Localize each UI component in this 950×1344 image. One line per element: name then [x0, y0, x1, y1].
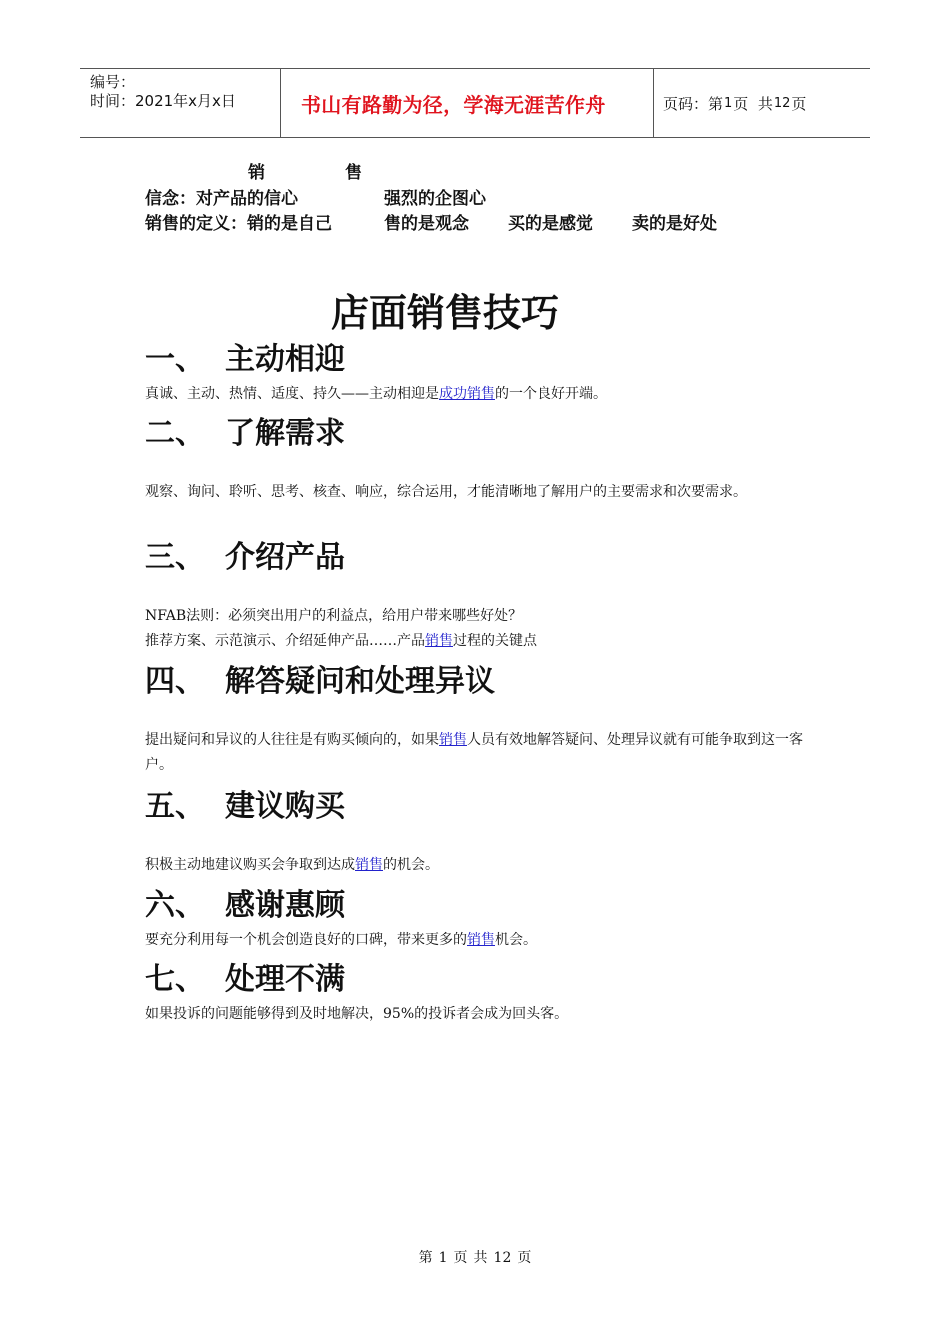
section-number: 三、	[145, 540, 205, 575]
number-label: 编号：	[90, 73, 136, 91]
section-heading	[145, 342, 815, 378]
date-label: 时间：2021年x月x日	[90, 92, 236, 110]
footer-page-number: 1	[438, 1250, 448, 1266]
text-run: 提出疑问和异议的人往往是有购买倾向的，如果	[145, 732, 439, 748]
section-heading	[145, 789, 815, 825]
document-header	[80, 68, 870, 138]
text-run: 积极主动地建议购买会争取到达成	[145, 857, 355, 873]
header-info	[80, 69, 281, 137]
link-sales[interactable]: 销售	[439, 732, 467, 748]
section-number: 一、	[145, 342, 205, 377]
section-paragraph	[145, 728, 815, 778]
footer-text: 页	[517, 1250, 532, 1266]
section-paragraph: 如果投诉的问题能够得到及时地解决，95%的投诉者会成为回头客。	[145, 1006, 569, 1022]
section-title: 解答疑问和处理异议	[225, 664, 495, 699]
page-prefix: 页码：第	[663, 94, 724, 113]
definition-2: 售的是观念	[384, 214, 469, 234]
section-paragraph	[145, 629, 815, 654]
link-sales[interactable]: 销售	[355, 857, 383, 873]
text-run: 过程的关键点	[453, 633, 537, 649]
section-title: 了解需求	[225, 416, 345, 451]
page-title: 店面销售技巧	[330, 291, 559, 335]
section-1	[145, 342, 815, 407]
section-3	[145, 540, 815, 654]
motto: 书山有路勤为径，学海无涯苦作舟	[301, 92, 606, 117]
section-paragraph	[145, 382, 815, 407]
text-run: 的机会。	[383, 857, 439, 873]
section-paragraph: NFAB法则：必须突出用户的利益点，给用户带来哪些好处？	[145, 608, 523, 624]
text-run: 要充分利用每一个机会创造良好的口碑，带来更多的	[145, 932, 467, 948]
text-run: 真诚、主动、热情、适度、持久——主动相迎是	[145, 386, 439, 402]
footer-text: 页	[453, 1250, 468, 1266]
footer-text: 共	[473, 1250, 488, 1266]
section-title: 感谢惠顾	[225, 888, 345, 923]
section-paragraph: 观察、询问、聆听、思考、核查、响应，综合运用，才能清晰地了解用户的主要需求和次要需求。	[145, 484, 747, 500]
section-number: 二、	[145, 416, 205, 451]
definition-4: 卖的是好处	[632, 214, 717, 234]
section-6	[145, 888, 815, 953]
sales-char-1: 销	[248, 163, 265, 183]
section-heading	[145, 664, 815, 700]
page-total: 12	[773, 95, 791, 111]
section-number: 七、	[145, 962, 205, 997]
text-run: 的一个良好开端。	[495, 386, 607, 402]
section-number: 四、	[145, 664, 205, 699]
page-number: 1	[724, 95, 733, 111]
section-4	[145, 664, 815, 778]
link-sales[interactable]: 销售	[467, 932, 495, 948]
page-mid: 页 共	[733, 94, 773, 113]
text-run: 推荐方案、示范演示、介绍延伸产品……产品	[145, 633, 425, 649]
section-heading	[145, 540, 815, 576]
page-suffix: 页	[791, 94, 807, 113]
section-title: 建议购买	[225, 789, 345, 824]
header-motto-cell	[281, 69, 654, 137]
section-title: 处理不满	[225, 962, 345, 997]
section-paragraph	[145, 853, 815, 878]
section-number: 五、	[145, 789, 205, 824]
link-sales[interactable]: 销售	[425, 633, 453, 649]
section-heading	[145, 962, 815, 998]
section-7	[145, 962, 815, 1027]
header-page-info	[654, 69, 870, 137]
text-run: 机会。	[495, 932, 537, 948]
text-run: 人员有效地解答疑问、处理异议就有可能争取到这一客户。	[145, 732, 803, 773]
belief-label: 信念：对产品的信心	[145, 189, 298, 209]
definition-3: 买的是感觉	[508, 214, 593, 234]
link-successful-sales[interactable]: 成功销售	[439, 386, 495, 402]
section-5	[145, 789, 815, 878]
footer-page-total: 12	[493, 1250, 512, 1266]
section-number: 六、	[145, 888, 205, 923]
section-paragraph	[145, 928, 815, 953]
section-title: 主动相迎	[225, 342, 345, 377]
belief-right: 强烈的企图心	[384, 189, 486, 209]
page-footer	[0, 1247, 950, 1267]
definition-label: 销售的定义：销的是自己	[145, 214, 332, 234]
footer-text: 第	[418, 1250, 433, 1266]
sales-char-2: 售	[345, 163, 362, 183]
section-heading	[145, 416, 815, 452]
section-title: 介绍产品	[225, 540, 345, 575]
section-2	[145, 416, 815, 505]
section-heading	[145, 888, 815, 924]
